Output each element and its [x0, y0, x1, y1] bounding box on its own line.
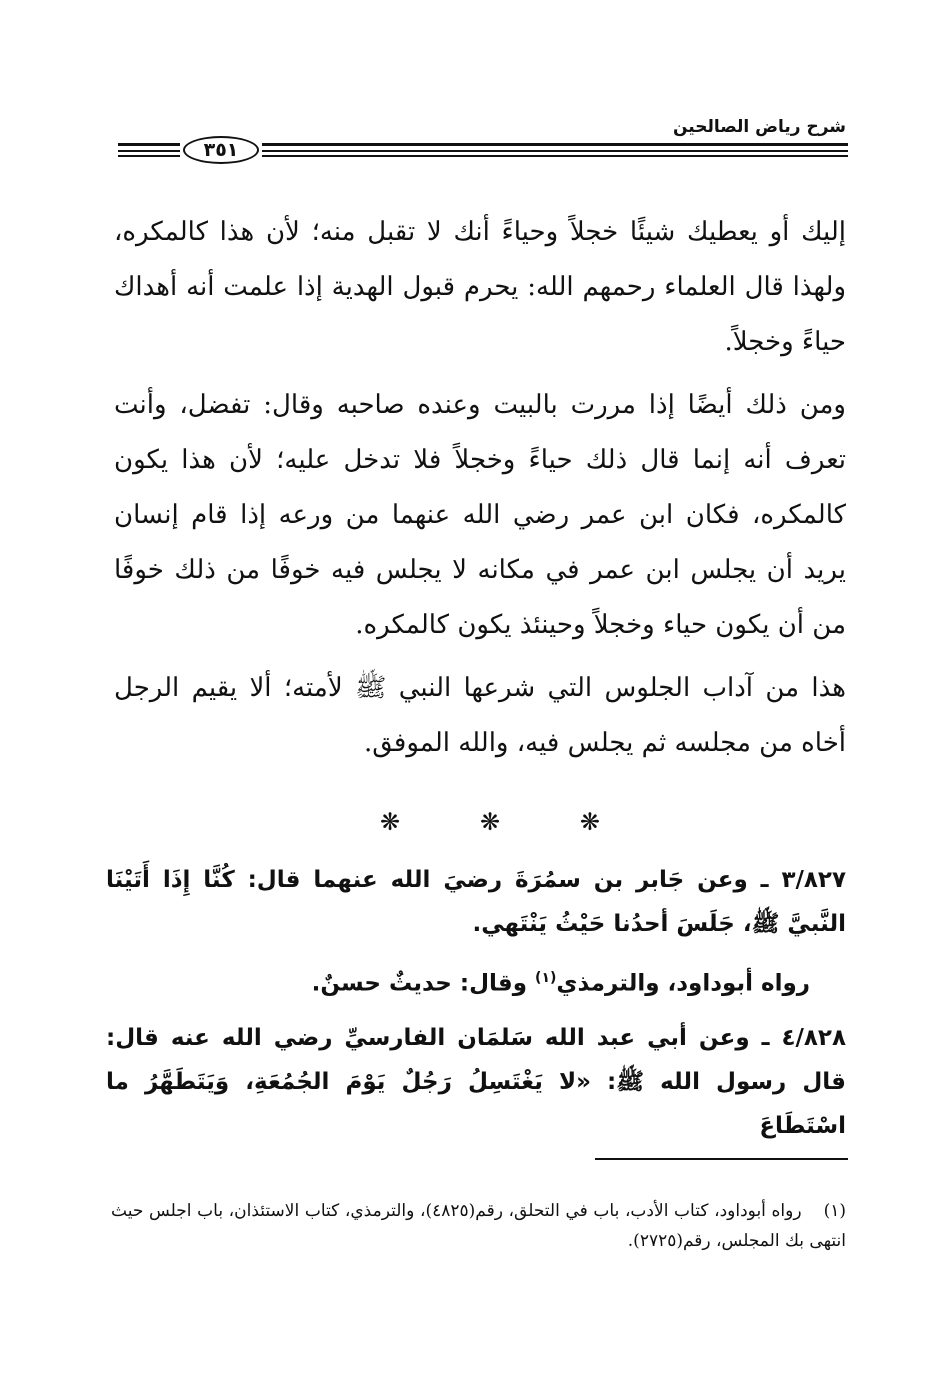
star-ornament: ❋: [380, 808, 401, 836]
paragraph-3: هذا من آداب الجلوس التي شرعها النبي ﷺ لأمته؛ ألا يقيم الرجل أخاه من مجلسه ثم يجلس فيه، والله الموفق.: [114, 673, 846, 758]
footnote-1: [111, 1196, 846, 1256]
commentary-body: [114, 205, 846, 771]
footnote-area: [111, 1196, 846, 1256]
page-number-badge: ٣٥١: [183, 136, 259, 164]
paragraph-1: إليك أو يعطيك شيئًا خجلاً وحياءً أنك لا تقبل منه؛ لأن هذا كالمكره، ولهذا قال العلماء رحمهم الله: يحرم قبول الهدية إذا علمت أنه أهداك حياءً وخجلاً.: [114, 217, 846, 357]
hadith-828: ٤/٨٢٨ ـ وعن أبي عبد الله سَلمَان الفارسيِّ رضي الله عنه قال: قال رسول الله ﷺ: «لا يَغْتَسِلُ رَجُلٌ يَوْمَ الجُمُعَةِ، وَيَتَطَهَّرُ ما اسْتَطَاعَ: [106, 1024, 846, 1139]
hadith-section: [106, 858, 846, 1148]
footnote-marker: (١): [823, 1201, 846, 1221]
footnote-divider: [595, 1158, 848, 1160]
header-rule: [262, 143, 848, 157]
source-grade: وقال: حديثٌ حسنٌ.: [311, 970, 536, 997]
header-rule-short: [118, 143, 180, 157]
footnote-text: رواه أبوداود، كتاب الأدب، باب في التحلق، رقم(٤٨٢٥)، والترمذي، كتاب الاستئذان، باب اجلس حيث انتهى بك المجلس، رقم(٢٧٢٥).: [111, 1201, 846, 1251]
paragraph-2: ومن ذلك أيضًا إذا مررت بالبيت وعنده صاحبه وقال: تفضل، وأنت تعرف أنه إنما قال ذلك حياءً وخجلاً فلا تدخل عليه؛ لأن هذا يكون كالمكره، فكان ابن عمر رضي الله عنهما من ورعه إذا قام إنسان يريد أن يجلس ابن عمر في مكانه لا يجلس فيه خوفًا من ذلك خوفًا من أن يكون حياء وخجلاً وحينئذ يكون كالمكره.: [114, 390, 847, 640]
star-ornament: ❋: [579, 808, 600, 836]
section-separator: [380, 808, 600, 836]
hadith-827: ٣/٨٢٧ ـ وعن جَابر بن سمُرَةَ رضيَ الله عنهما قال: كُنَّا إِذَا أَتَيْنَا النَّبيَّ ﷺ، جَلَسَ أحدُنا حَيْثُ يَنْتَهي.: [106, 867, 846, 937]
source-text: رواه أبوداود، والترمذي: [556, 970, 810, 997]
footnote-reference[interactable]: (١): [535, 970, 557, 986]
running-header-title: شرح رياض الصالحين: [672, 117, 846, 137]
star-ornament: ❋: [479, 808, 501, 836]
hadith-827-source: [106, 956, 846, 1006]
